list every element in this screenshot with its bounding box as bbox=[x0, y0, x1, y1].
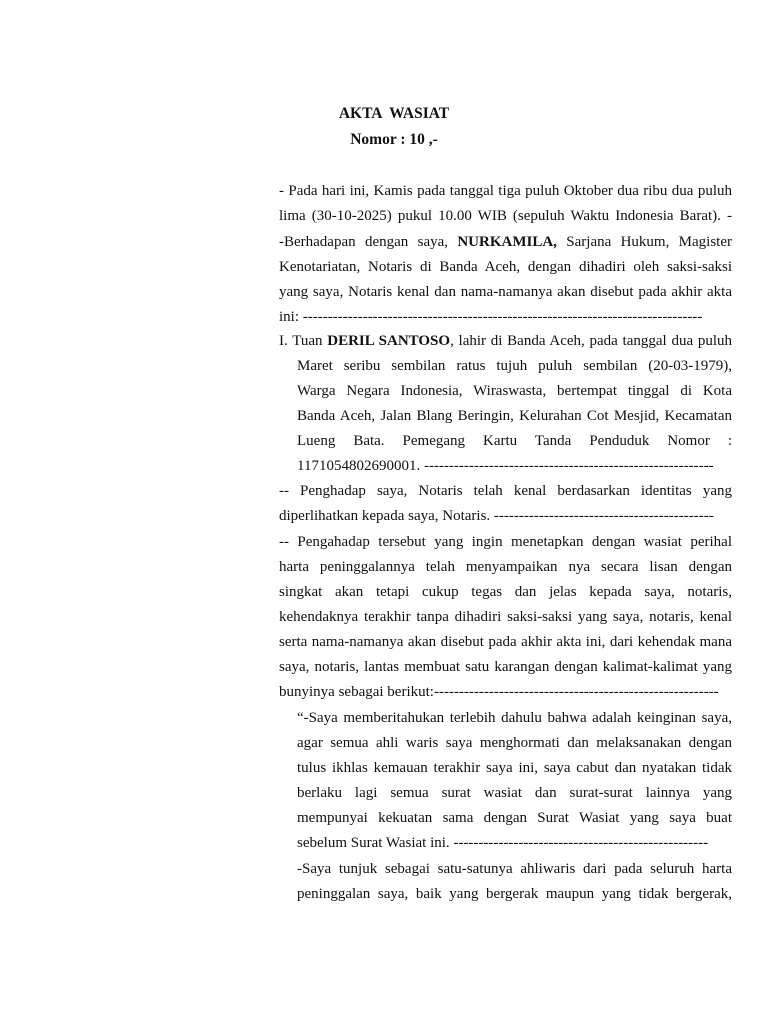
line-prefix: I. Tuan bbox=[279, 333, 328, 349]
text-line bbox=[279, 232, 732, 252]
text-line: serta nama-namanya akan disebut pada akhir akta ini, dari kehendak mana bbox=[279, 634, 732, 650]
text-line bbox=[279, 331, 732, 351]
text-line: yang saya, Notaris kenal dan nama-namanya akan disebut pada akhir akta bbox=[279, 284, 732, 300]
deed-title: AKTA WASIAT bbox=[338, 105, 450, 122]
text-line: berlaku lagi semua surat wasiat dan surat-surat lainnya yang bbox=[297, 785, 732, 801]
text-line: “-Saya memberitahukan terlebih dahulu bahwa adalah keinginan saya, bbox=[297, 710, 732, 726]
text-line: -Saya tunjuk sebagai satu-satunya ahliwaris dari pada seluruh harta bbox=[297, 861, 732, 877]
text-line: - Pada hari ini, Kamis pada tanggal tiga puluh Oktober dua ribu dua puluh bbox=[279, 183, 732, 199]
text-line: bunyinya sebagai berikut:--------------------------------------------------------- bbox=[279, 684, 719, 700]
text-line: Warga Negara Indonesia, Wiraswasta, bertempat tinggal di Kota bbox=[297, 383, 732, 399]
text-line: diperlihatkan kepada saya, Notaris. -------------------------------------------- bbox=[279, 508, 714, 524]
text-line: lima (30-10-2025) pukul 10.00 WIB (sepuluh Waktu Indonesia Barat). - bbox=[279, 208, 732, 224]
client-name: DERIL SANTOSO bbox=[327, 333, 451, 349]
text-line: Banda Aceh, Jalan Blang Beringin, Kelurahan Cot Mesjid, Kecamatan bbox=[297, 408, 732, 424]
text-line: -- Penghadap saya, Notaris telah kenal berdasarkan identitas yang bbox=[279, 483, 732, 499]
text-line: peninggalan saya, baik yang bergerak maupun yang tidak bergerak, bbox=[297, 886, 732, 902]
text-line: Kenotariatan, Notaris di Banda Aceh, dengan dihadiri oleh saksi-saksi bbox=[279, 259, 732, 275]
text-line: agar semua ahli waris saya menghormati dan melaksanakan dengan bbox=[297, 735, 732, 751]
text-line: kehendaknya terakhir tanpa dihadiri saksi-saksi yang saya, notaris, kenal bbox=[279, 609, 732, 625]
text-line: sebelum Surat Wasiat ini. --------------------------------------------------- bbox=[297, 835, 709, 851]
text-line: singkat akan tetapi cukup tegas dan jelas kepada saya, notaris, bbox=[279, 584, 732, 600]
line-suffix: , lahir di Banda Aceh, pada tanggal dua puluh bbox=[450, 333, 732, 349]
text-line: mempunyai kekuatan sama dengan Surat Wasiat yang saya buat bbox=[297, 810, 732, 826]
text-line: Lueng Bata. Pemegang Kartu Tanda Penduduk Nomor : bbox=[297, 433, 732, 449]
text-line: harta peninggalannya telah menyampaikan nya secara lisan dengan bbox=[279, 559, 732, 575]
text-line: saya, notaris, lantas membuat satu karangan dengan kalimat-kalimat yang bbox=[279, 659, 732, 675]
line-suffix: Sarjana Hukum, Magister bbox=[566, 234, 732, 250]
notary-name: NURKAMILA, bbox=[457, 234, 557, 250]
text-line: 1171054802690001. ---------------------------------------------------------- bbox=[297, 458, 714, 474]
line-prefix: -Berhadapan dengan saya, bbox=[279, 234, 458, 250]
text-line: Maret seribu sembilan ratus tujuh puluh sembilan (20-03-1979), bbox=[297, 358, 732, 374]
text-line: ini: -------------------------------------------------------------------------------- bbox=[279, 309, 703, 325]
text-line: -- Pengahadap tersebut yang ingin menetapkan dengan wasiat perihal bbox=[279, 534, 732, 550]
text-line: tulus ikhlas kemauan terakhir saya ini, saya cabut dan nyatakan tidak bbox=[297, 760, 732, 776]
deed-number: Nomor : 10 ,- bbox=[350, 131, 438, 148]
